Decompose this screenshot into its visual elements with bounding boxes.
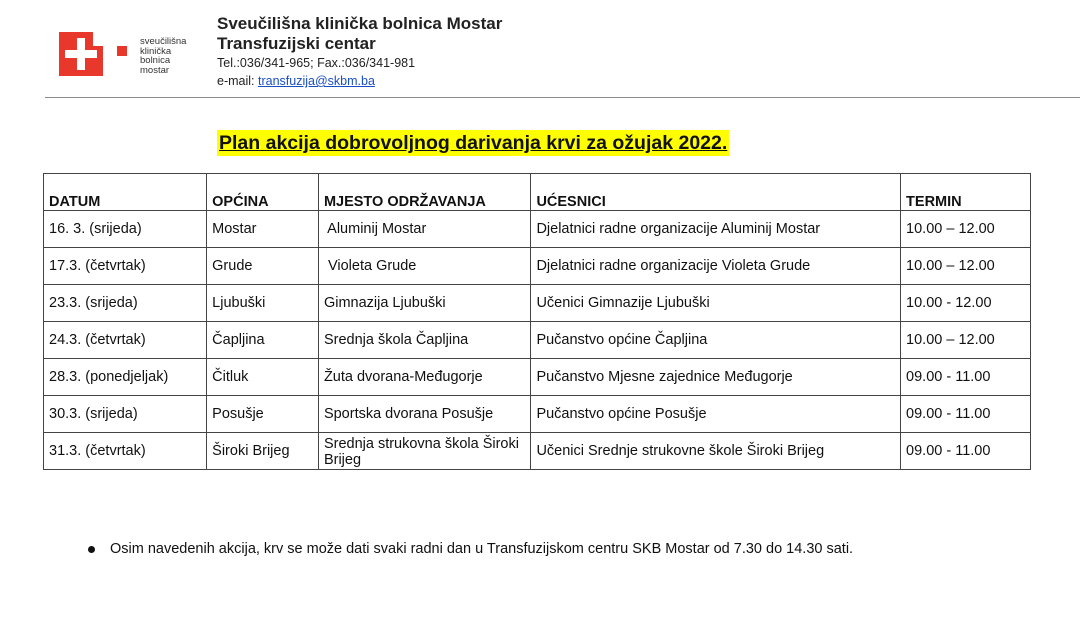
letterhead: [217, 14, 502, 90]
cell-date: 28.3. (ponedjeljak): [44, 359, 207, 396]
email-line: [217, 72, 502, 90]
document-title: Plan akcija dobrovoljnog darivanja krvi za ožujak 2022.: [219, 132, 728, 154]
cell-municipality: Mostar: [207, 211, 319, 248]
cell-participants: Pučanstvo Mjesne zajednice Međugorje: [531, 359, 901, 396]
table-row: [44, 396, 1031, 433]
email-link[interactable]: transfuzija@skbm.ba: [258, 74, 375, 88]
logo-line: sveučilišna: [140, 36, 187, 47]
hospital-logo: [57, 30, 207, 80]
cell-participants: Djelatnici radne organizacije Aluminij Mostar: [531, 211, 901, 248]
header-divider: [45, 97, 1080, 98]
column-header-time: TERMIN: [901, 174, 1031, 211]
cell-date: 24.3. (četvrtak): [44, 322, 207, 359]
logo-line: mostar: [140, 64, 170, 76]
cell-time: 09.00 - 11.00: [901, 433, 1031, 470]
hospital-name: Sveučilišna klinička bolnica Mostar: [217, 14, 503, 33]
cell-date: 16. 3. (srijeda): [44, 211, 207, 248]
red-cross-logo-icon: [57, 30, 137, 80]
email-label: e-mail:: [217, 74, 255, 88]
cell-time: 09.00 - 11.00: [901, 359, 1031, 396]
cell-date: 30.3. (srijeda): [44, 396, 207, 433]
cell-time: 10.00 - 12.00: [901, 285, 1031, 322]
cell-location: Srednja škola Čapljina: [318, 322, 531, 359]
table-row: [44, 433, 1031, 470]
table-row: [44, 211, 1031, 248]
cell-municipality: Ljubuški: [207, 285, 319, 322]
cell-date: 17.3. (četvrtak): [44, 248, 207, 285]
cell-municipality: Grude: [207, 248, 319, 285]
logo-line: bolnica: [140, 55, 171, 66]
cell-participants: Djelatnici radne organizacije Violeta Grude: [531, 248, 901, 285]
table-row: [44, 248, 1031, 285]
cell-time: 09.00 - 11.00: [901, 396, 1031, 433]
contact-phones: Tel.:036/341-965; Fax.:036/341-981: [217, 56, 416, 70]
schedule-table: [43, 173, 1031, 470]
cell-date: 23.3. (srijeda): [44, 285, 207, 322]
cell-time: 10.00 – 12.00: [901, 322, 1031, 359]
cell-time: 10.00 – 12.00: [901, 248, 1031, 285]
logo-wordmark: [140, 37, 186, 75]
cell-location: Sportska dvorana Posušje: [318, 396, 531, 433]
column-header-date: DATUM: [44, 174, 207, 211]
cell-location: Srednja strukovna škola Široki Brijeg: [318, 433, 531, 470]
column-header-location: MJESTO ODRŽAVANJA: [318, 174, 531, 211]
cell-participants: Učenici Srednje strukovne škole Široki Brijeg: [531, 433, 901, 470]
column-header-participants: UĆESNICI: [531, 174, 901, 211]
table-row: [44, 285, 1031, 322]
cell-location: Aluminij Mostar: [318, 211, 531, 248]
cell-municipality: Čitluk: [207, 359, 319, 396]
footnote: [84, 541, 853, 557]
column-header-municipality: OPĆINA: [207, 174, 319, 211]
cell-location: Violeta Grude: [318, 248, 531, 285]
cell-location: Žuta dvorana-Međugorje: [318, 359, 531, 396]
cell-participants: Učenici Gimnazije Ljubuški: [531, 285, 901, 322]
cell-date: 31.3. (četvrtak): [44, 433, 207, 470]
department-name: Transfuzijski centar: [217, 34, 376, 53]
table-row: [44, 322, 1031, 359]
cell-participants: Pučanstvo općine Posušje: [531, 396, 901, 433]
table-header-row: [44, 174, 1031, 211]
cell-municipality: Čapljina: [207, 322, 319, 359]
cell-time: 10.00 – 12.00: [901, 211, 1031, 248]
cell-location: Gimnazija Ljubuški: [318, 285, 531, 322]
table-row: [44, 359, 1031, 396]
cell-municipality: Široki Brijeg: [207, 433, 319, 470]
logo-line: klinička: [140, 45, 172, 57]
footnote-text: Osim navedenih akcija, krv se može dati svaki radni dan u Transfuzijskom centru SKB Mostar od 7.30 do 14.30 sati.: [110, 541, 854, 557]
cell-municipality: Posušje: [207, 396, 319, 433]
cell-participants: Pučanstvo općine Čapljina: [531, 322, 901, 359]
